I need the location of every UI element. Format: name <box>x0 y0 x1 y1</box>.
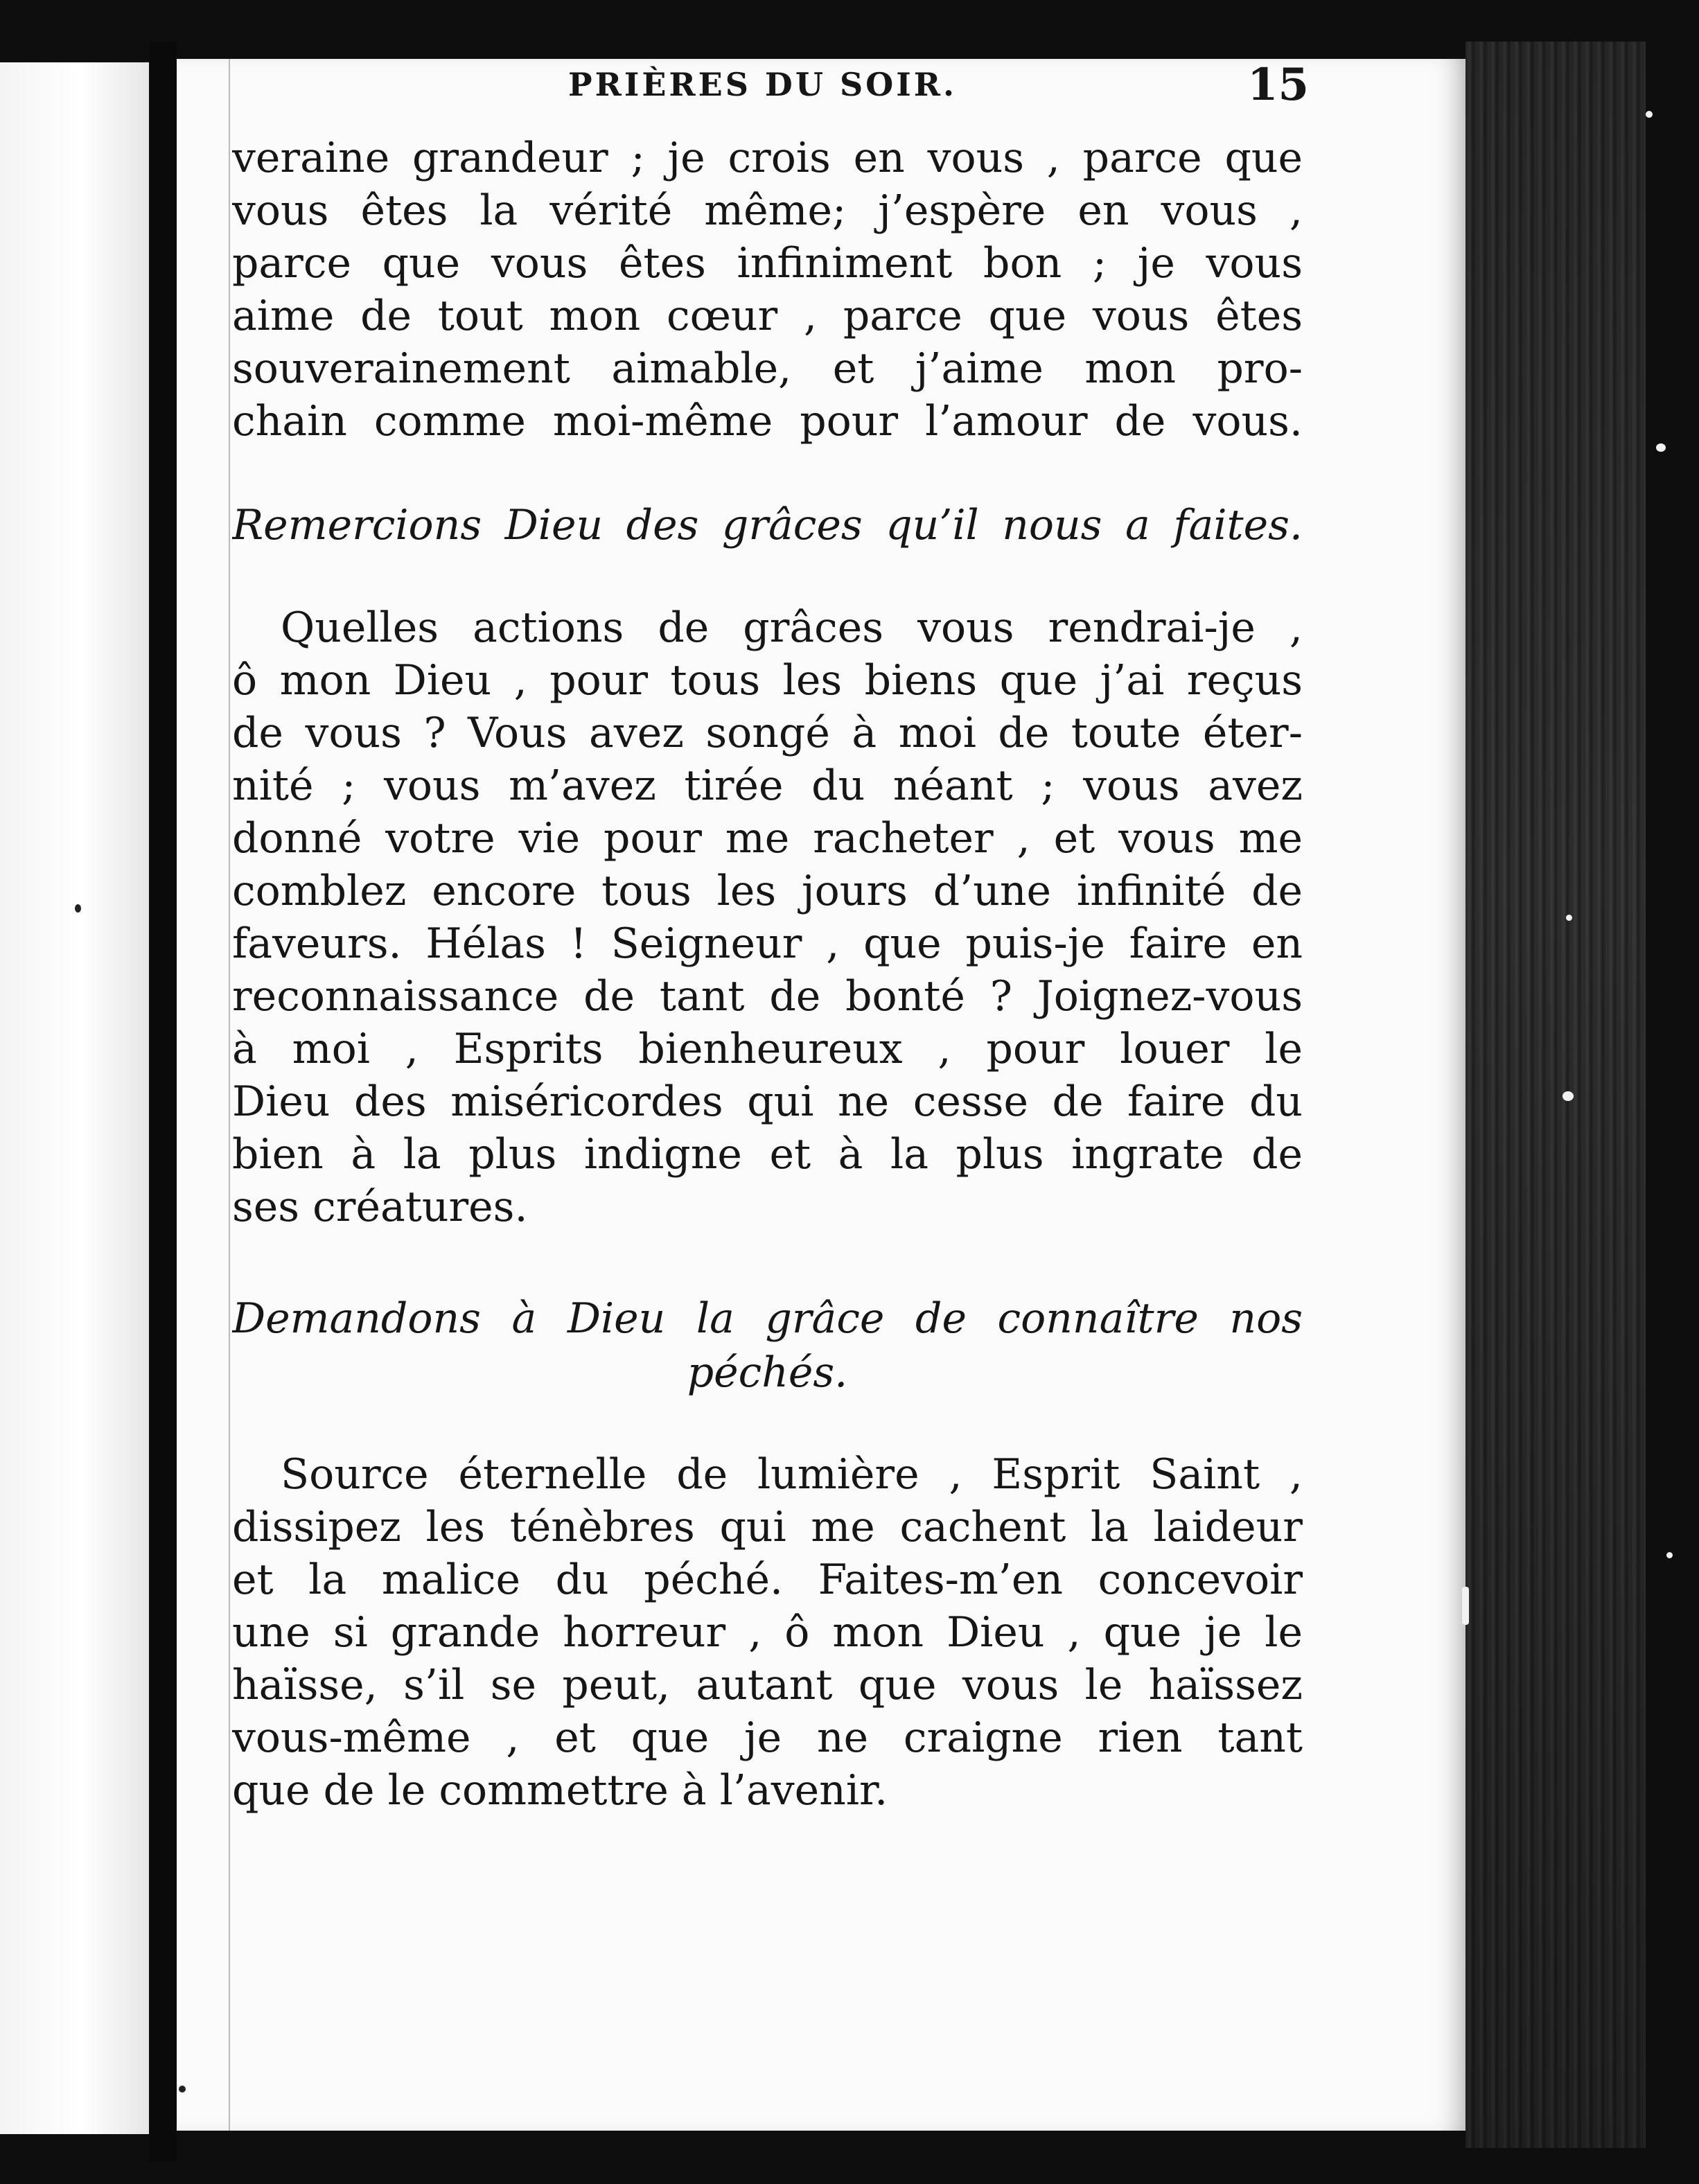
section-heading-sins: Demandons à Dieu la grâce de connaître nos <box>232 1294 1303 1343</box>
dust-speck <box>1562 1091 1574 1101</box>
book-gutter <box>149 42 177 2162</box>
text-line: donné votre vie pour me racheter , et vous me <box>232 814 1303 863</box>
running-title: PRIÈRES DU SOIR. <box>568 66 957 103</box>
dust-speck <box>75 904 81 913</box>
text-line: une si grande horreur , ô mon Dieu , que je le <box>232 1608 1303 1657</box>
inner-margin-line <box>229 59 230 2131</box>
text-line: vous êtes la vérité même; j’espère en vous , <box>232 186 1303 235</box>
text-line: faveurs. Hélas ! Seigneur , que puis-je faire en <box>232 919 1303 968</box>
section-heading-thanks: Remercions Dieu des grâces qu’il nous a faites. <box>232 501 1303 549</box>
text-line: bien à la plus indigne et à la plus ingrate de <box>232 1130 1303 1179</box>
page-stack-shade <box>1465 42 1646 2148</box>
dust-speck <box>1646 111 1653 118</box>
text-line: ses créatures. <box>232 1183 528 1231</box>
text-line: souverainement aimable, et j’aime mon pro- <box>232 344 1303 393</box>
dust-speck <box>1656 443 1666 452</box>
text-line: parce que vous êtes infiniment bon ; je vous <box>232 239 1303 288</box>
text-line: nité ; vous m’avez tirée du néant ; vous avez <box>232 761 1303 810</box>
text-line: Quelles actions de grâces vous rendrai-je , <box>281 604 1303 652</box>
dust-speck <box>179 2086 186 2093</box>
page-number: 15 <box>1247 59 1310 111</box>
text-line: Source éternelle de lumière , Esprit Saint , <box>281 1450 1303 1499</box>
text-line: aime de tout mon cœur , parce que vous êtes <box>232 292 1303 340</box>
text-line: de vous ? Vous avez songé à moi de toute éter- <box>232 709 1303 757</box>
section-heading-sins-continued: péchés. <box>687 1348 848 1397</box>
text-line: à moi , Esprits bienheureux , pour louer le <box>232 1025 1303 1073</box>
previous-page-edge <box>0 62 149 2134</box>
dust-speck <box>1566 915 1572 921</box>
text-line: dissipez les ténèbres qui me cachent la laideur <box>232 1503 1303 1551</box>
text-line: comblez encore tous les jours d’une infinité de <box>232 867 1303 915</box>
text-line: vous-même , et que je ne craigne rien tant <box>232 1714 1303 1762</box>
dust-speck <box>1666 1552 1673 1558</box>
text-line: Dieu des miséricordes qui ne cesse de faire du <box>232 1077 1303 1126</box>
text-line: chain comme moi-même pour l’amour de vous. <box>232 397 1303 446</box>
dust-scratch <box>1462 1587 1469 1625</box>
text-line: ô mon Dieu , pour tous les biens que j’ai reçus <box>232 656 1303 705</box>
text-line: que de le commettre à l’avenir. <box>232 1766 888 1815</box>
text-line: haïsse, s’il se peut, autant que vous le haïssez <box>232 1661 1303 1709</box>
text-line: veraine grandeur ; je crois en vous , parce que <box>232 134 1303 182</box>
text-line: reconnaissance de tant de bonté ? Joignez-vous <box>232 972 1303 1021</box>
text-line: et la malice du péché. Faites-m’en concevoir <box>232 1556 1303 1604</box>
